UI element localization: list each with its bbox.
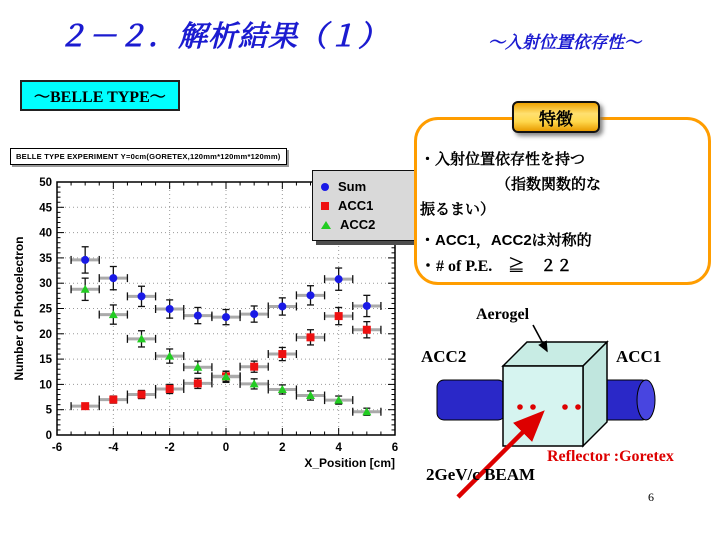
svg-text:5: 5 xyxy=(45,404,52,417)
svg-text:4: 4 xyxy=(335,442,342,454)
svg-text:50: 50 xyxy=(39,177,52,189)
legend-label-acc2: ACC2 xyxy=(340,217,376,232)
aerogel-cube-front xyxy=(503,366,583,446)
svg-text:30: 30 xyxy=(39,278,52,291)
svg-text:-6: -6 xyxy=(51,442,63,454)
acc1-marker-icon xyxy=(321,202,329,210)
sum-marker-icon xyxy=(321,183,329,191)
svg-text:40: 40 xyxy=(39,227,52,240)
svg-text:Number of Photoelectron: Number of Photoelectron xyxy=(12,236,26,381)
svg-text:15: 15 xyxy=(39,354,52,367)
svg-text:45: 45 xyxy=(39,202,52,215)
svg-text:25: 25 xyxy=(39,303,52,316)
bullet-behavior: 振るまい） xyxy=(420,201,496,218)
reflector-label: Reflector :Goretex xyxy=(547,448,674,465)
svg-text:-2: -2 xyxy=(164,442,175,454)
acc1-label: ACC1 xyxy=(616,347,662,366)
chart-legend xyxy=(312,170,418,241)
pmt-cylinder-left xyxy=(437,380,505,420)
chart-title: BELLE TYPE EXPERIMENT Y=0cm(GORETEX,120mm*120mm*120mm) xyxy=(10,148,287,165)
bullet-position-dependence: ・入射位置依存性を持つ xyxy=(420,151,586,168)
legend-entry-acc1 xyxy=(321,196,409,215)
legend-label-sum: Sum xyxy=(338,179,367,194)
bullet-exponential: （指数関数的な xyxy=(496,176,602,193)
chart-panel xyxy=(8,145,408,480)
page-number: 6 xyxy=(648,490,654,504)
svg-text:35: 35 xyxy=(39,252,52,265)
feature-bullets xyxy=(420,147,708,279)
legend-label-acc1: ACC1 xyxy=(338,198,374,213)
svg-text:10: 10 xyxy=(39,379,52,392)
acc2-marker-icon xyxy=(321,221,331,229)
svg-text:0: 0 xyxy=(45,430,52,442)
page-subtitle: ～入射位置依存性～ xyxy=(488,33,641,52)
legend-entry-sum xyxy=(321,177,409,196)
svg-text:-4: -4 xyxy=(108,442,119,454)
bullet-npe: ・# of P.E. ≧ ２２ xyxy=(420,258,573,275)
svg-text:2: 2 xyxy=(279,442,286,454)
pmt-cylinder-right-cap xyxy=(637,380,655,420)
svg-text:20: 20 xyxy=(39,328,52,341)
bullet-symmetric: ・ACC1，ACC2は対称的 xyxy=(420,232,592,249)
acc2-label: ACC2 xyxy=(421,347,467,366)
page-title: ２－２．解析結果（１） xyxy=(58,21,389,53)
feature-badge: 特徴 xyxy=(512,101,600,133)
svg-text:6: 6 xyxy=(391,442,399,454)
beam-label: 2GeV/c BEAM xyxy=(426,465,536,484)
svg-text:X_Position [cm]: X_Position [cm] xyxy=(304,456,395,470)
aerogel-label: Aerogel xyxy=(476,306,530,323)
belle-type-label: ～BELLE TYPE～ xyxy=(20,80,180,111)
legend-entry-acc2 xyxy=(321,215,409,234)
svg-text:0: 0 xyxy=(222,442,230,454)
